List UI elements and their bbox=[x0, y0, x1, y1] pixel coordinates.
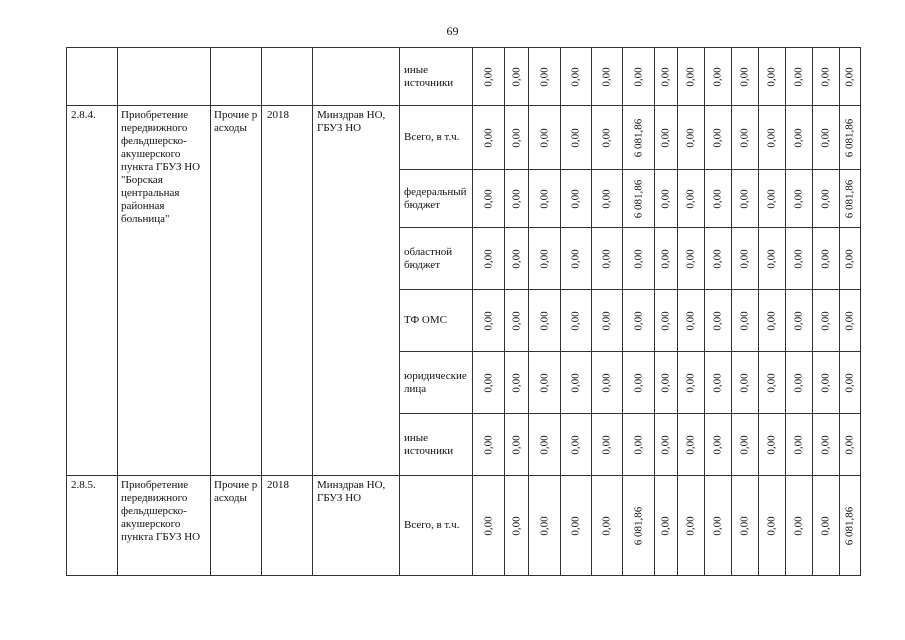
amount-value: 0,00 bbox=[819, 310, 832, 331]
amount-value: 0,00 bbox=[538, 248, 550, 269]
amount-value: 0,00 bbox=[711, 515, 724, 536]
amount-cell bbox=[840, 48, 861, 106]
amount-value: 0,00 bbox=[510, 127, 522, 148]
amount-cell bbox=[759, 106, 786, 170]
amount-cell bbox=[840, 106, 861, 170]
amount-value: 0,00 bbox=[600, 127, 613, 148]
amount-value: 0,00 bbox=[510, 515, 522, 536]
amount-cell bbox=[655, 170, 678, 228]
amount-cell bbox=[592, 228, 623, 290]
amount-value: 0,00 bbox=[659, 515, 672, 536]
amount-cell bbox=[786, 352, 813, 414]
amount-cell bbox=[561, 476, 592, 576]
expense-type: Прочие расходы bbox=[211, 476, 262, 576]
amount-value: 0,00 bbox=[792, 66, 805, 87]
amount-cell bbox=[813, 476, 840, 576]
amount-cell bbox=[505, 106, 529, 170]
amount-value: 0,00 bbox=[819, 66, 832, 87]
amount-cell bbox=[592, 170, 623, 228]
amount-value: 0,00 bbox=[659, 434, 672, 455]
amount-cell bbox=[505, 170, 529, 228]
amount-value: 0,00 bbox=[538, 434, 550, 455]
amount-cell bbox=[561, 106, 592, 170]
item-year: 2018 bbox=[262, 106, 313, 476]
amount-cell bbox=[623, 290, 655, 352]
amount-value: 0,00 bbox=[600, 66, 613, 87]
table-row bbox=[67, 48, 861, 106]
amount-value: 0,00 bbox=[569, 515, 582, 536]
amount-cell bbox=[678, 290, 705, 352]
amount-cell bbox=[813, 414, 840, 476]
amount-cell bbox=[705, 106, 732, 170]
amount-value: 0,00 bbox=[600, 310, 613, 331]
amount-value: 0,00 bbox=[738, 372, 751, 393]
amount-value: 0,00 bbox=[684, 372, 697, 393]
amount-value: 0,00 bbox=[510, 248, 522, 269]
amount-value: 0,00 bbox=[482, 434, 494, 455]
funding-source: юридические лица bbox=[400, 352, 473, 414]
amount-cell bbox=[732, 290, 759, 352]
amount-value: 0,00 bbox=[569, 188, 582, 209]
funding-source: ТФ ОМС bbox=[400, 290, 473, 352]
amount-value: 0,00 bbox=[538, 188, 550, 209]
item-year: 2018 bbox=[262, 476, 313, 576]
item-number: 2.8.4. bbox=[67, 106, 118, 476]
amount-cell bbox=[678, 106, 705, 170]
amount-value: 0,00 bbox=[765, 248, 778, 269]
amount-cell bbox=[655, 228, 678, 290]
table-row bbox=[67, 106, 861, 170]
amount-value: 0,00 bbox=[684, 188, 697, 209]
amount-value: 0,00 bbox=[569, 434, 582, 455]
amount-cell bbox=[505, 414, 529, 476]
amount-value: 0,00 bbox=[510, 188, 522, 209]
responsible-org: Минздрав НО, ГБУЗ НО bbox=[313, 106, 400, 476]
amount-value: 0,00 bbox=[765, 188, 778, 209]
amount-cell bbox=[840, 352, 861, 414]
amount-cell bbox=[786, 290, 813, 352]
amount-value: 0,00 bbox=[632, 434, 644, 455]
amount-value: 0,00 bbox=[792, 248, 805, 269]
amount-value: 0,00 bbox=[659, 372, 672, 393]
amount-cell bbox=[592, 352, 623, 414]
amount-value: 0,00 bbox=[569, 310, 582, 331]
amount-value: 0,00 bbox=[659, 66, 672, 87]
amount-cell bbox=[732, 228, 759, 290]
amount-value: 6 081,86 bbox=[632, 506, 644, 545]
amount-cell bbox=[561, 228, 592, 290]
amount-value: 0,00 bbox=[738, 127, 751, 148]
amount-value: 0,00 bbox=[600, 188, 613, 209]
amount-cell bbox=[786, 476, 813, 576]
amount-value: 0,00 bbox=[482, 515, 494, 536]
table-body bbox=[67, 48, 861, 576]
amount-cell bbox=[505, 228, 529, 290]
amount-value: 0,00 bbox=[482, 310, 494, 331]
amount-cell bbox=[732, 106, 759, 170]
amount-value: 0,00 bbox=[600, 248, 613, 269]
amount-value: 0,00 bbox=[659, 127, 672, 148]
amount-cell bbox=[678, 414, 705, 476]
amount-value: 0,00 bbox=[659, 248, 672, 269]
amount-cell bbox=[786, 228, 813, 290]
amount-cell bbox=[840, 290, 861, 352]
amount-cell bbox=[786, 170, 813, 228]
amount-value: 0,00 bbox=[711, 66, 724, 87]
amount-cell bbox=[840, 476, 861, 576]
amount-value: 6 081,86 bbox=[843, 506, 856, 545]
amount-cell bbox=[759, 48, 786, 106]
amount-value: 0,00 bbox=[843, 372, 856, 393]
amount-cell bbox=[678, 352, 705, 414]
amount-value: 0,00 bbox=[738, 248, 751, 269]
amount-value: 0,00 bbox=[482, 127, 494, 148]
amount-cell bbox=[505, 352, 529, 414]
amount-cell bbox=[473, 352, 505, 414]
amount-cell bbox=[813, 48, 840, 106]
amount-value: 0,00 bbox=[765, 372, 778, 393]
amount-cell bbox=[655, 48, 678, 106]
amount-cell bbox=[655, 352, 678, 414]
amount-value: 0,00 bbox=[510, 434, 522, 455]
expense-type: Прочие расходы bbox=[211, 106, 262, 476]
amount-cell bbox=[705, 352, 732, 414]
amount-cell bbox=[840, 228, 861, 290]
amount-value: 0,00 bbox=[843, 310, 856, 331]
amount-cell bbox=[473, 228, 505, 290]
item-year bbox=[262, 48, 313, 106]
amount-value: 0,00 bbox=[765, 434, 778, 455]
amount-value: 0,00 bbox=[684, 127, 697, 148]
funding-source: областной бюджет bbox=[400, 228, 473, 290]
amount-value: 0,00 bbox=[819, 127, 832, 148]
amount-cell bbox=[705, 170, 732, 228]
amount-cell bbox=[705, 48, 732, 106]
amount-cell bbox=[529, 414, 561, 476]
amount-value: 0,00 bbox=[819, 248, 832, 269]
amount-cell bbox=[623, 228, 655, 290]
amount-cell bbox=[705, 228, 732, 290]
amount-cell bbox=[840, 170, 861, 228]
amount-cell bbox=[732, 48, 759, 106]
amount-cell bbox=[786, 414, 813, 476]
amount-value: 0,00 bbox=[482, 188, 494, 209]
amount-cell bbox=[655, 414, 678, 476]
amount-cell bbox=[813, 352, 840, 414]
amount-value: 0,00 bbox=[684, 66, 697, 87]
amount-cell bbox=[529, 352, 561, 414]
amount-cell bbox=[678, 228, 705, 290]
responsible-org bbox=[313, 48, 400, 106]
amount-cell bbox=[759, 476, 786, 576]
amount-value: 0,00 bbox=[510, 66, 522, 87]
expense-type bbox=[211, 48, 262, 106]
table-row bbox=[67, 476, 861, 576]
amount-value: 0,00 bbox=[569, 372, 582, 393]
amount-cell bbox=[840, 414, 861, 476]
amount-cell bbox=[732, 476, 759, 576]
amount-cell bbox=[592, 48, 623, 106]
amount-cell bbox=[473, 290, 505, 352]
amount-value: 0,00 bbox=[711, 188, 724, 209]
amount-cell bbox=[732, 170, 759, 228]
amount-cell bbox=[813, 170, 840, 228]
amount-value: 0,00 bbox=[632, 310, 644, 331]
amount-value: 0,00 bbox=[738, 66, 751, 87]
amount-cell bbox=[529, 228, 561, 290]
item-name: Приобретение передвижного фельдшерско-акушерского пункта ГБУЗ НО bbox=[118, 476, 211, 576]
amount-value: 0,00 bbox=[711, 372, 724, 393]
amount-value: 0,00 bbox=[792, 515, 805, 536]
amount-value: 0,00 bbox=[765, 310, 778, 331]
amount-value: 0,00 bbox=[819, 434, 832, 455]
amount-cell bbox=[759, 290, 786, 352]
amount-cell bbox=[561, 170, 592, 228]
funding-source: федеральный бюджет bbox=[400, 170, 473, 228]
amount-value: 0,00 bbox=[538, 310, 550, 331]
amount-cell bbox=[561, 414, 592, 476]
amount-cell bbox=[529, 48, 561, 106]
item-name: Приобретение передвижного фельдшерско-акушерского пункта ГБУЗ НО "Борская центральная районная больница" bbox=[118, 106, 211, 476]
amount-cell bbox=[529, 476, 561, 576]
amount-value: 0,00 bbox=[711, 127, 724, 148]
amount-value: 0,00 bbox=[843, 434, 856, 455]
responsible-org: Минздрав НО, ГБУЗ НО bbox=[313, 476, 400, 576]
amount-cell bbox=[655, 290, 678, 352]
amount-value: 0,00 bbox=[600, 372, 613, 393]
amount-cell bbox=[623, 352, 655, 414]
amount-cell bbox=[655, 106, 678, 170]
amount-cell bbox=[678, 170, 705, 228]
amount-value: 0,00 bbox=[738, 515, 751, 536]
amount-value: 0,00 bbox=[684, 248, 697, 269]
funding-table bbox=[66, 47, 861, 576]
amount-value: 0,00 bbox=[538, 372, 550, 393]
amount-cell bbox=[813, 228, 840, 290]
funding-source: иные источники bbox=[400, 414, 473, 476]
amount-cell bbox=[786, 48, 813, 106]
amount-value: 0,00 bbox=[569, 248, 582, 269]
amount-cell bbox=[705, 290, 732, 352]
amount-value: 0,00 bbox=[843, 66, 856, 87]
amount-cell bbox=[473, 170, 505, 228]
amount-cell bbox=[592, 414, 623, 476]
amount-value: 0,00 bbox=[482, 372, 494, 393]
amount-value: 0,00 bbox=[792, 434, 805, 455]
amount-cell bbox=[623, 170, 655, 228]
item-number bbox=[67, 48, 118, 106]
amount-cell bbox=[623, 106, 655, 170]
amount-cell bbox=[592, 290, 623, 352]
amount-value: 0,00 bbox=[765, 66, 778, 87]
amount-cell bbox=[561, 352, 592, 414]
amount-value: 0,00 bbox=[843, 248, 856, 269]
funding-source: иные источники bbox=[400, 48, 473, 106]
amount-value: 0,00 bbox=[765, 515, 778, 536]
amount-value: 0,00 bbox=[711, 310, 724, 331]
amount-cell bbox=[473, 106, 505, 170]
amount-cell bbox=[655, 476, 678, 576]
amount-value: 0,00 bbox=[792, 188, 805, 209]
amount-value: 0,00 bbox=[819, 515, 832, 536]
amount-value: 0,00 bbox=[632, 248, 644, 269]
amount-value: 0,00 bbox=[819, 372, 832, 393]
amount-value: 0,00 bbox=[659, 188, 672, 209]
amount-value: 6 081,86 bbox=[632, 118, 644, 157]
amount-cell bbox=[732, 352, 759, 414]
amount-cell bbox=[529, 290, 561, 352]
amount-value: 0,00 bbox=[659, 310, 672, 331]
amount-cell bbox=[592, 476, 623, 576]
amount-value: 0,00 bbox=[765, 127, 778, 148]
amount-value: 0,00 bbox=[600, 515, 613, 536]
amount-cell bbox=[678, 476, 705, 576]
amount-value: 0,00 bbox=[684, 310, 697, 331]
amount-value: 0,00 bbox=[792, 310, 805, 331]
amount-cell bbox=[759, 414, 786, 476]
amount-value: 0,00 bbox=[482, 248, 494, 269]
amount-cell bbox=[786, 106, 813, 170]
amount-cell bbox=[561, 48, 592, 106]
amount-cell bbox=[732, 414, 759, 476]
amount-cell bbox=[623, 476, 655, 576]
amount-cell bbox=[759, 228, 786, 290]
amount-value: 0,00 bbox=[632, 66, 644, 87]
item-name bbox=[118, 48, 211, 106]
amount-value: 0,00 bbox=[711, 434, 724, 455]
amount-cell bbox=[592, 106, 623, 170]
amount-cell bbox=[623, 414, 655, 476]
amount-cell bbox=[705, 414, 732, 476]
amount-value: 0,00 bbox=[510, 372, 522, 393]
amount-value: 0,00 bbox=[792, 372, 805, 393]
amount-value: 0,00 bbox=[538, 515, 550, 536]
amount-cell bbox=[505, 290, 529, 352]
amount-value: 0,00 bbox=[538, 66, 550, 87]
amount-cell bbox=[813, 106, 840, 170]
amount-value: 0,00 bbox=[738, 188, 751, 209]
amount-value: 0,00 bbox=[684, 434, 697, 455]
amount-value: 0,00 bbox=[819, 188, 832, 209]
amount-value: 0,00 bbox=[569, 127, 582, 148]
amount-value: 0,00 bbox=[711, 248, 724, 269]
amount-value: 0,00 bbox=[738, 310, 751, 331]
amount-cell bbox=[529, 106, 561, 170]
item-number: 2.8.5. bbox=[67, 476, 118, 576]
amount-cell bbox=[473, 414, 505, 476]
amount-cell bbox=[505, 476, 529, 576]
amount-value: 6 081,86 bbox=[843, 179, 856, 218]
amount-cell bbox=[529, 170, 561, 228]
amount-cell bbox=[705, 476, 732, 576]
amount-cell bbox=[505, 48, 529, 106]
amount-cell bbox=[813, 290, 840, 352]
amount-value: 6 081,86 bbox=[843, 118, 856, 157]
amount-value: 0,00 bbox=[569, 66, 582, 87]
amount-value: 0,00 bbox=[482, 66, 494, 87]
amount-cell bbox=[473, 48, 505, 106]
amount-cell bbox=[561, 290, 592, 352]
amount-value: 0,00 bbox=[510, 310, 522, 331]
amount-value: 6 081,86 bbox=[632, 179, 644, 218]
amount-cell bbox=[623, 48, 655, 106]
amount-cell bbox=[678, 48, 705, 106]
amount-value: 0,00 bbox=[738, 434, 751, 455]
amount-value: 0,00 bbox=[792, 127, 805, 148]
funding-source: Всего, в т.ч. bbox=[400, 106, 473, 170]
amount-value: 0,00 bbox=[538, 127, 550, 148]
amount-cell bbox=[759, 352, 786, 414]
amount-value: 0,00 bbox=[684, 515, 697, 536]
amount-value: 0,00 bbox=[600, 434, 613, 455]
amount-value: 0,00 bbox=[632, 372, 644, 393]
page-number: 69 bbox=[446, 24, 459, 38]
amount-cell bbox=[759, 170, 786, 228]
amount-cell bbox=[473, 476, 505, 576]
funding-source: Всего, в т.ч. bbox=[400, 476, 473, 576]
